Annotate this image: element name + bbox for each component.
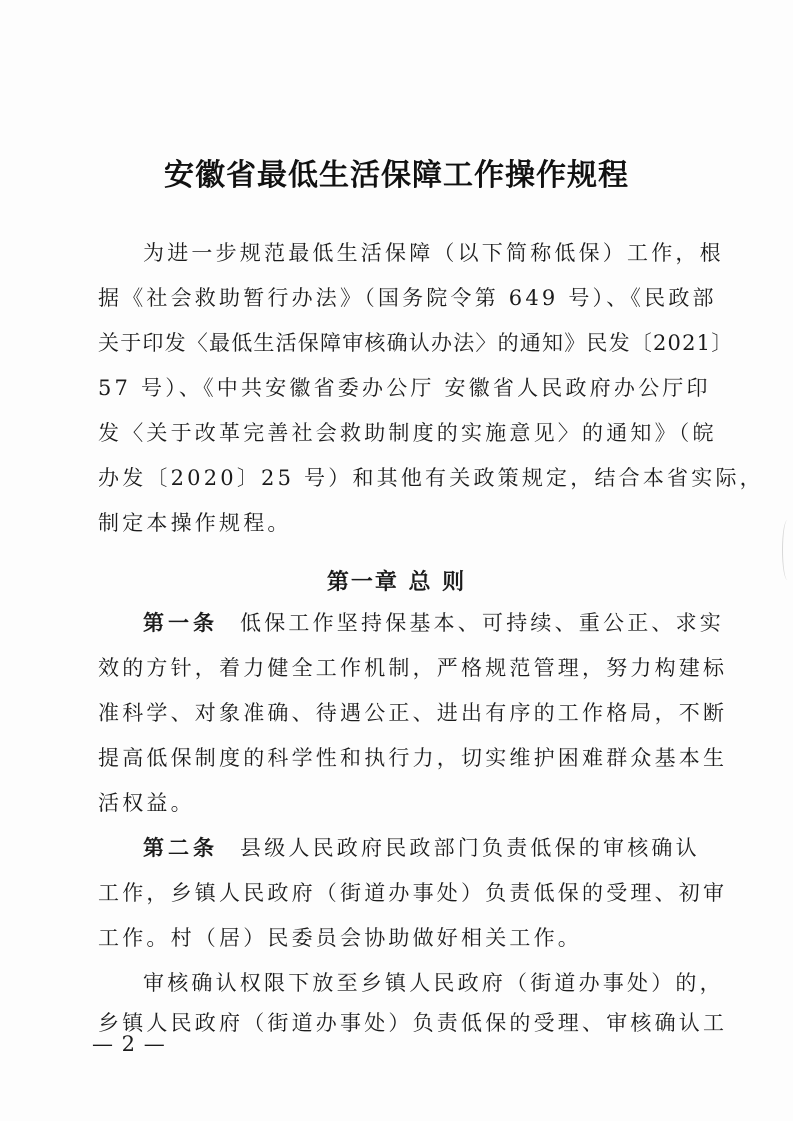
article-1-first-line xyxy=(143,608,724,638)
preamble-line-1: 为进一步规范最低生活保障（以下简称低保）工作，根 xyxy=(143,241,724,265)
article-2-first-line xyxy=(143,833,700,863)
page-number: — 2 — xyxy=(92,1032,166,1056)
article-2-line-2: 工作，乡镇人民政府（街道办事处）负责低保的受理、初审 xyxy=(98,881,728,905)
preamble-line-5: 发〈关于改革完善社会救助制度的实施意见〉的通知》（皖 xyxy=(98,421,717,445)
preamble-line-3: 关于印发〈最低生活保障审核确认办法〉的通知》民发〔2021〕 xyxy=(98,331,734,355)
paragraph-3-line-1: 审核确认权限下放至乡镇人民政府（街道办事处）的， xyxy=(143,971,724,995)
article-1-line-3: 准科学、对象准确、待遇公正、进出有序的工作格局，不断 xyxy=(98,701,728,725)
preamble-line-4: 57 号）、《中共安徽省委办公厅 安徽省人民政府办公厅印 xyxy=(98,376,711,400)
scan-edge-mark xyxy=(782,520,793,580)
article-1-label: 第一条 xyxy=(143,610,218,635)
article-2-line-1: 县级人民政府民政部门负责低保的审核确认 xyxy=(240,836,700,860)
preamble-line-2: 据《社会救助暂行办法》（国务院令第 649 号）、《民政部 xyxy=(98,286,717,310)
article-2-label: 第二条 xyxy=(143,835,218,860)
preamble-line-6: 办发〔2020〕25 号）和其他有关政策规定，结合本省实际， xyxy=(98,466,764,490)
article-1-line-4: 提高低保制度的科学性和执行力，切实维护困难群众基本生 xyxy=(98,746,728,770)
article-1-line-5: 活权益。 xyxy=(98,791,195,815)
preamble-line-7: 制定本操作规程。 xyxy=(98,511,292,535)
article-1-line-1: 低保工作坚持保基本、可持续、重公正、求实 xyxy=(240,611,724,635)
paragraph-3-line-2: 乡镇人民政府（街道办事处）负责低保的受理、审核确认工 xyxy=(98,1011,728,1035)
article-2-line-3: 工作。村（居）民委员会协助做好相关工作。 xyxy=(98,926,582,950)
document-title: 安徽省最低生活保障工作操作规程 xyxy=(164,158,629,193)
article-1-line-2: 效的方针，着力健全工作机制，严格规范管理，努力构建标 xyxy=(98,656,728,680)
chapter-heading: 第一章 总 则 xyxy=(326,569,467,595)
